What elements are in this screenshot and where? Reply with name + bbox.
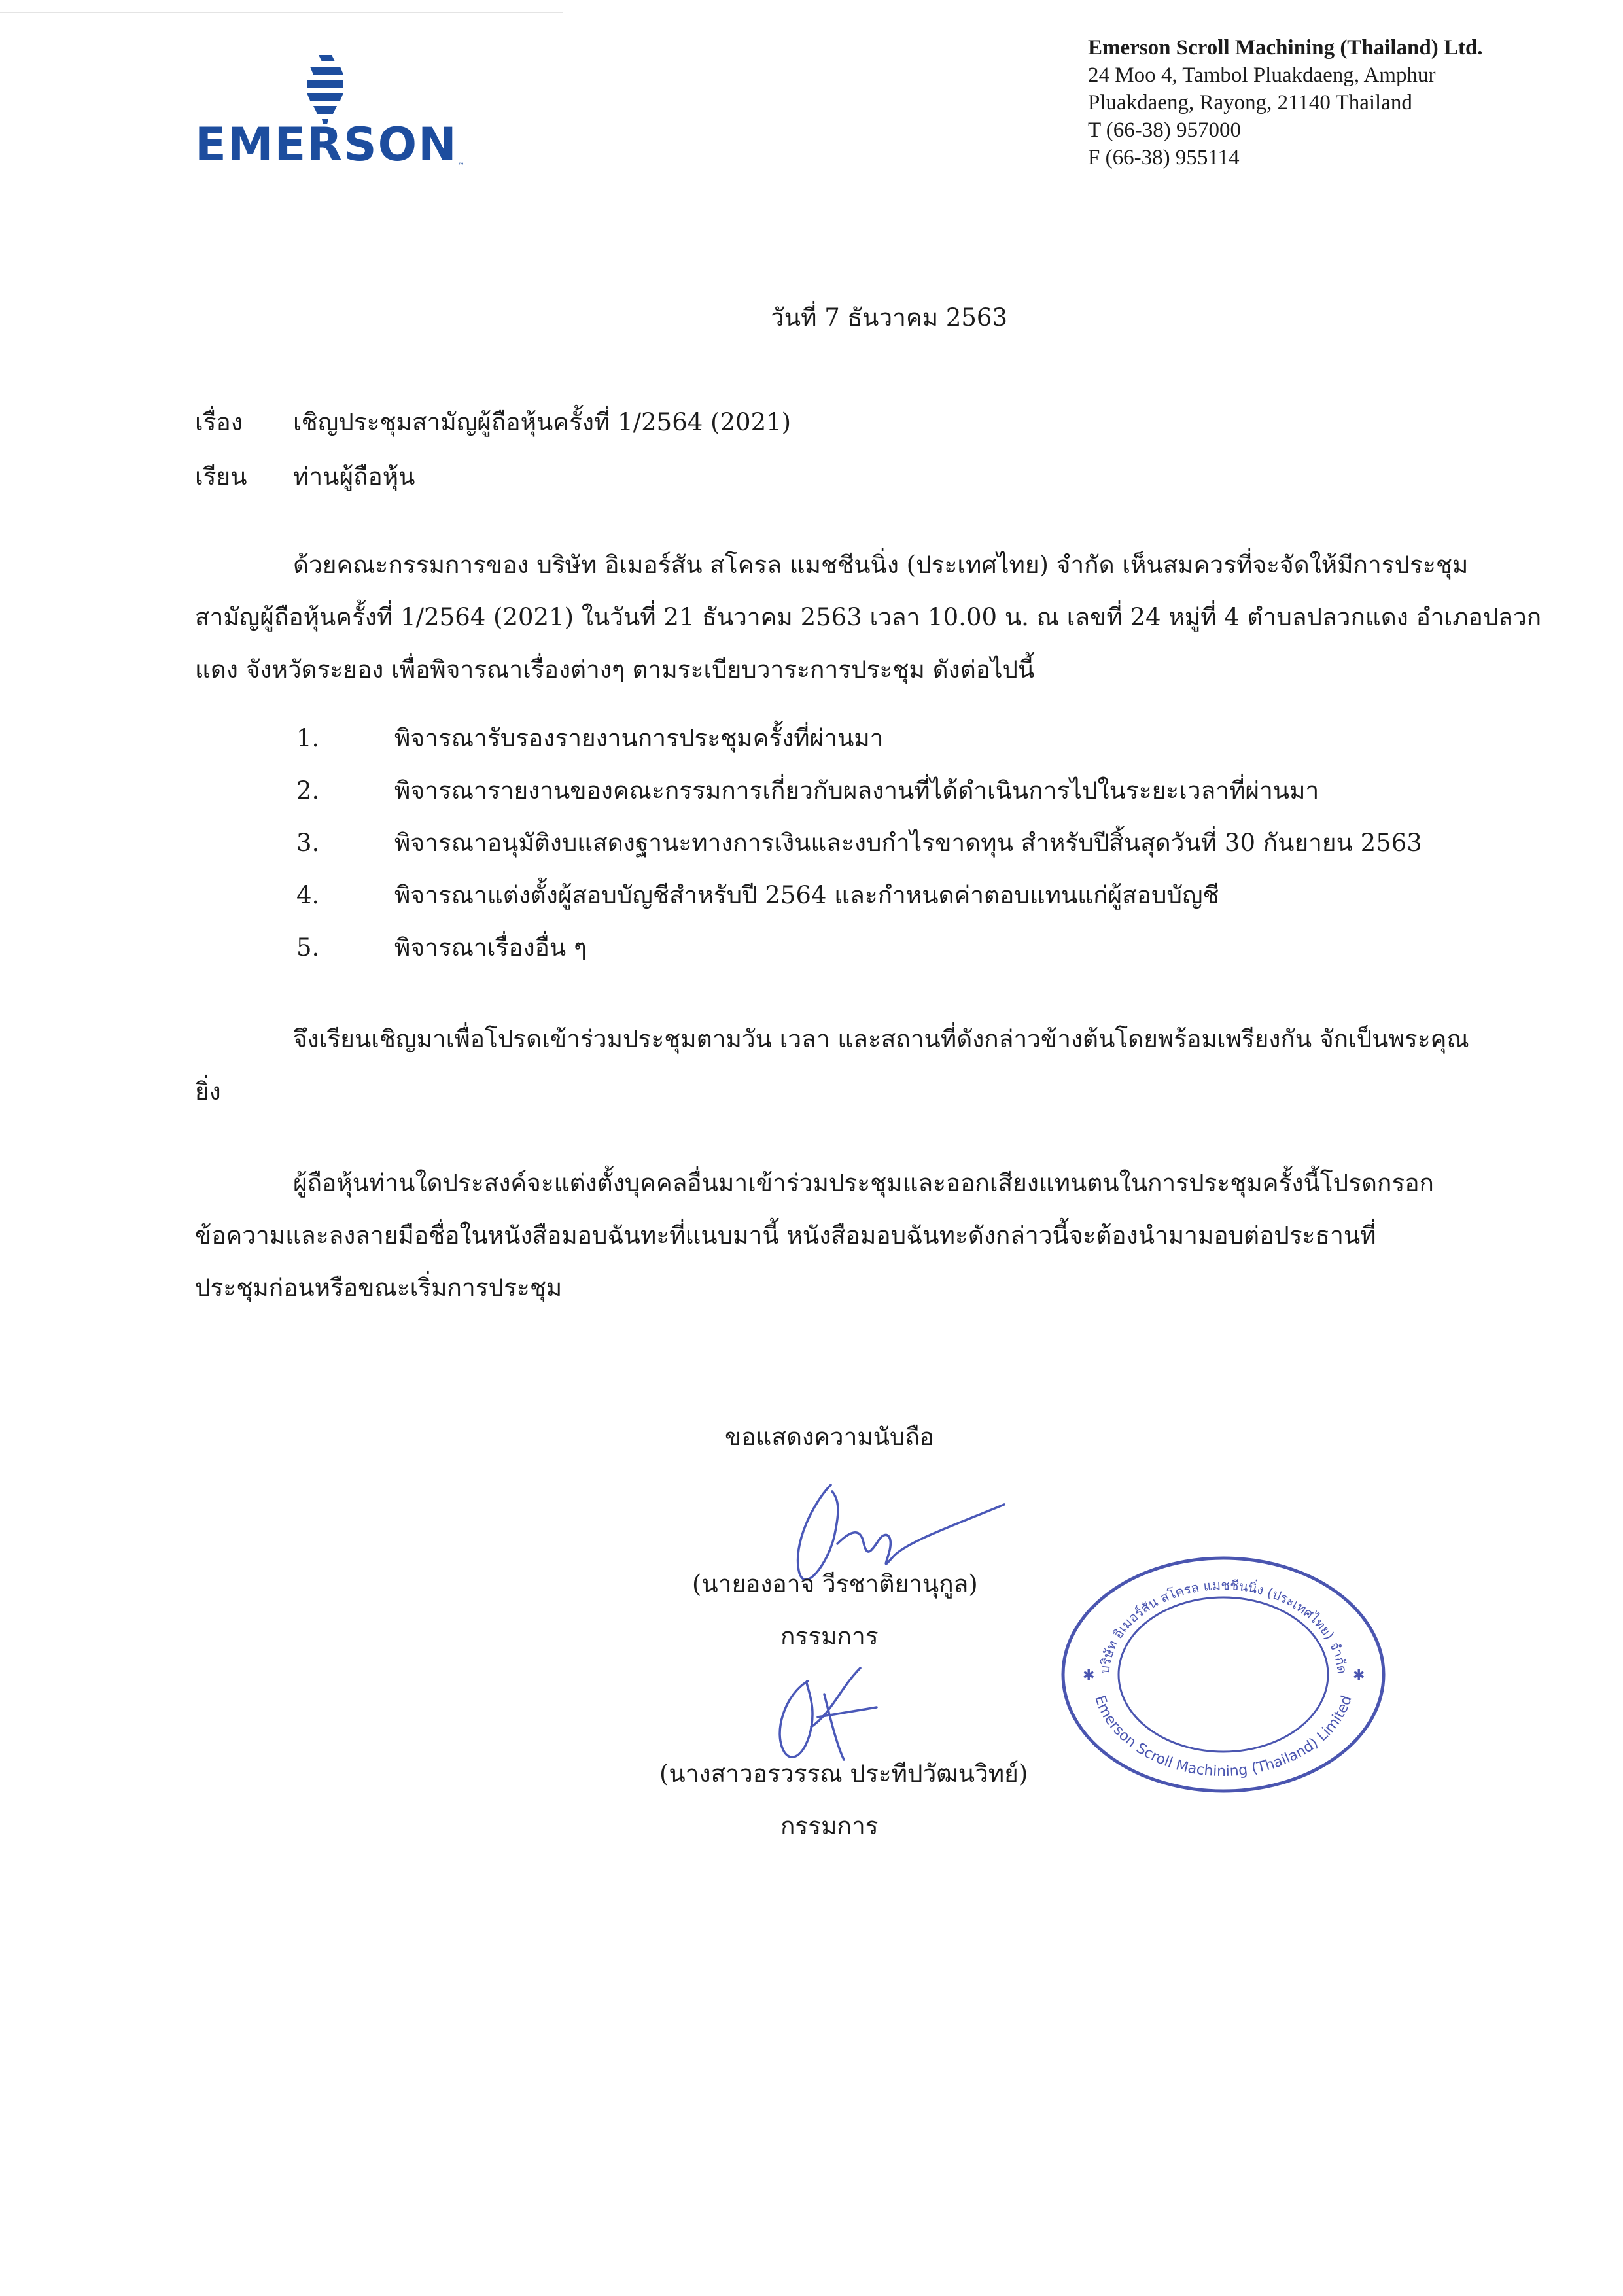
paragraph-3-line: ผู้ถือหุ้นท่านใดประสงค์จะแต่งตั้งบุคคลอื่นมาเข้าร่วมประชุมและออกเสียงแทนตนในการประชุมครั้งนี้โปรดกรอก	[293, 1169, 1434, 1197]
logo-trademark: ™	[458, 162, 464, 169]
seal-star-icon: ✱	[1353, 1667, 1365, 1684]
agenda-item: พิจารณาเรื่องอื่น ๆ	[394, 933, 587, 962]
signer-1-title: กรรมการ	[780, 1622, 879, 1650]
agenda-number: 2.	[296, 776, 320, 805]
paragraph-3-line: ข้อความและลงลายมือชื่อในหนังสือมอบฉันทะที่แนบมานี้ หนังสือมอบฉันทะดังกล่าวนี้จะต้องนำมามอบต่อประธานที่	[195, 1221, 1376, 1249]
seal-english-text: Emerson Scroll Machining (Thailand) Limited	[1091, 1693, 1355, 1781]
agenda-item: พิจารณารับรองรายงานการประชุมครั้งที่ผ่านมา	[394, 724, 884, 752]
seal-star-icon: ✱	[1083, 1667, 1095, 1684]
agenda-item: พิจารณาอนุมัติงบแสดงฐานะทางการเงินและงบกำไรขาดทุน สำหรับปีสิ้นสุดวันที่ 30 กันยายน 2563	[394, 829, 1422, 857]
closing: ขอแสดงความนับถือ	[725, 1423, 935, 1451]
signer-1-name: (นายองอาจ วีรชาติยานุกูล)	[692, 1570, 978, 1598]
agenda-number: 3.	[296, 829, 320, 857]
logo-wordmark: EMERSON	[195, 118, 458, 171]
svg-text:บริษัท อิเมอร์สัน สโครล แมชชีน	[1096, 1577, 1350, 1675]
agenda-number: 4.	[296, 881, 320, 909]
fax: F (66-38) 955114	[1088, 146, 1240, 169]
signer-2-title: กรรมการ	[780, 1812, 879, 1840]
subject-label: เรื่อง	[195, 408, 243, 436]
seal-thai-text: บริษัท อิเมอร์สัน สโครล แมชชีนนิ่ง (ประเทศไทย) จำกัด	[1096, 1576, 1350, 1675]
paragraph-2-line: จึงเรียนเชิญมาเพื่อโปรดเข้าร่วมประชุมตามวัน เวลา และสถานที่ดังกล่าวข้างต้นโดยพร้อมเพรียงกัน จักเป็นพระคุณ	[293, 1025, 1469, 1053]
telephone: T (66-38) 957000	[1088, 118, 1242, 142]
subject-text: เชิญประชุมสามัญผู้ถือหุ้นครั้งที่ 1/2564 (2021)	[293, 408, 792, 436]
address-line-1: 24 Moo 4, Tambol Pluakdaeng, Amphur	[1088, 63, 1436, 87]
letter-date: วันที่ 7 ธันวาคม 2563	[771, 304, 1008, 332]
recipient-label: เรียน	[195, 462, 247, 491]
agenda-number: 5.	[296, 933, 320, 962]
recipient-text: ท่านผู้ถือหุ้น	[293, 462, 415, 491]
paragraph-2-line: ยิ่ง	[195, 1077, 221, 1105]
paragraph-3-line: ประชุมก่อนหรือขณะเริ่มการประชุม	[195, 1274, 563, 1302]
company-seal	[1047, 1537, 1400, 1799]
paragraph-1-line: ด้วยคณะกรรมการของ บริษัท อิเมอร์สัน สโครล แมชชีนนิ่ง (ประเทศไทย) จำกัด เห็นสมควรที่จะจัดให้มีการประชุม	[293, 551, 1469, 579]
paragraph-1-line: แดง จังหวัดระยอง เพื่อพิจารณาเรื่องต่างๆ ตามระเบียบวาระการประชุม ดังต่อไปนี้	[195, 655, 1035, 684]
agenda-item: พิจารณาแต่งตั้งผู้สอบบัญชีสำหรับปี 2564 และกำหนดค่าตอบแทนแก่ผู้สอบบัญชี	[394, 881, 1219, 909]
agenda-item: พิจารณารายงานของคณะกรรมการเกี่ยวกับผลงานที่ได้ดำเนินการไปในระยะเวลาที่ผ่านมา	[394, 776, 1319, 805]
agenda-number: 1.	[296, 724, 320, 752]
signature-2	[746, 1655, 903, 1773]
signer-2-name: (นางสาวอรวรรณ ประทีปวัฒนวิทย์)	[659, 1760, 1028, 1788]
address-line-2: Pluakdaeng, Rayong, 21140 Thailand	[1088, 91, 1412, 114]
top-rule	[0, 12, 563, 13]
paragraph-1-line: สามัญผู้ถือหุ้นครั้งที่ 1/2564 (2021) ในวันที่ 21 ธันวาคม 2563 เวลา 10.00 น. ณ เลขที่ 24 หมู่ที่ 4 ตำบลปลวกแดง อำเภอปลวก	[195, 603, 1542, 631]
company-name: Emerson Scroll Machining (Thailand) Ltd.	[1088, 36, 1483, 60]
svg-text:Emerson Scroll Machining (Thai	[1091, 1694, 1355, 1780]
